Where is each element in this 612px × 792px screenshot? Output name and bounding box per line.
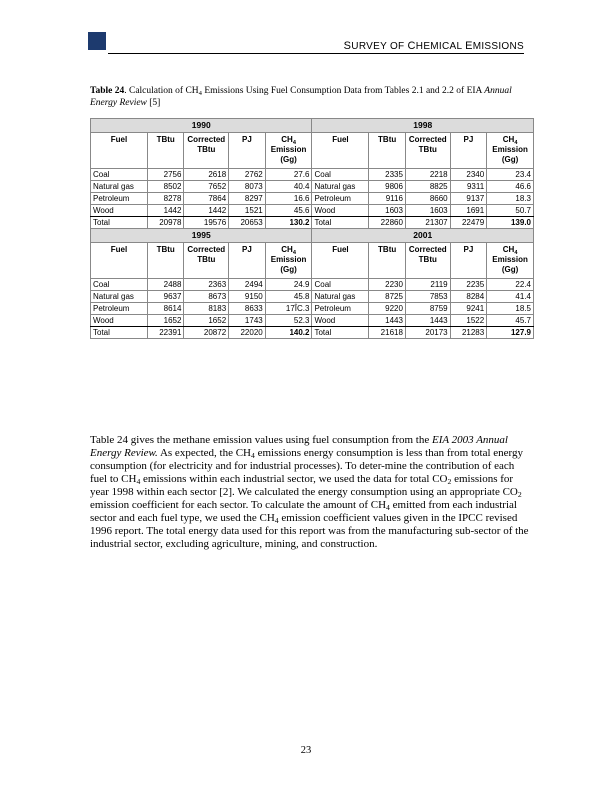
table-row (91, 303, 534, 315)
col-header-fuel: Fuel (91, 133, 148, 169)
header-logo-square (88, 32, 106, 50)
value-cell: 2340 (450, 169, 487, 181)
table-caption: Table 24. Calculation of $CH_4$ Emissions Using Fuel Consumption Data from Tables 2.1 and 2.2 of EIA Annual Energy Review [5] (90, 86, 512, 108)
value-cell: 41.4 (487, 291, 534, 303)
value-cell: 2756 (147, 169, 184, 181)
value-cell: 140.2 (265, 327, 312, 339)
table-row (91, 193, 534, 205)
value-cell: 21618 (369, 327, 406, 339)
fuel-cell: Natural gas (91, 181, 148, 193)
value-cell: 2618 (184, 169, 229, 181)
fuel-cell: Coal (312, 279, 369, 291)
value-cell: 1652 (147, 315, 184, 327)
table-row (91, 327, 534, 339)
value-cell: 139.0 (487, 217, 534, 229)
emissions-table (90, 118, 534, 339)
value-cell: 20173 (405, 327, 450, 339)
value-cell: 1443 (405, 315, 450, 327)
value-cell: 9311 (450, 181, 487, 193)
value-cell: 2235 (450, 279, 487, 291)
value-cell: 8502 (147, 181, 184, 193)
fuel-cell: Natural gas (312, 181, 369, 193)
value-cell: 23.4 (487, 169, 534, 181)
col-header-corrected-tbtu: Corrected TBtu (405, 243, 450, 279)
value-cell: 7652 (184, 181, 229, 193)
value-cell: 20653 (229, 217, 266, 229)
table-row (91, 217, 534, 229)
year-group-row (91, 229, 534, 243)
table-row (91, 181, 534, 193)
value-cell: 127.9 (487, 327, 534, 339)
col-header-fuel: Fuel (312, 243, 369, 279)
value-cell: 2762 (229, 169, 266, 181)
caption-label: Table 24 (90, 86, 125, 96)
value-cell: 2488 (147, 279, 184, 291)
value-cell: 2218 (405, 169, 450, 181)
col-header-fuel: Fuel (91, 243, 148, 279)
value-cell: 22860 (369, 217, 406, 229)
fuel-cell: Total (91, 217, 148, 229)
value-cell: 16.6 (265, 193, 312, 205)
value-cell: 1691 (450, 205, 487, 217)
col-header-fuel: Fuel (312, 133, 369, 169)
fuel-cell: Petroleum (91, 303, 148, 315)
value-cell: 18.5 (487, 303, 534, 315)
fuel-cell: Petroleum (91, 193, 148, 205)
col-header-ch4-emission: $CH_4$ Emission (Gg) (487, 133, 534, 169)
col-header-pj: PJ (450, 243, 487, 279)
value-cell: 1442 (184, 205, 229, 217)
value-cell: 20978 (147, 217, 184, 229)
fuel-cell: Petroleum (312, 193, 369, 205)
value-cell: 1743 (229, 315, 266, 327)
value-cell: 1443 (369, 315, 406, 327)
value-cell: 1603 (369, 205, 406, 217)
running-header: SURVEY OF CHEMICAL EMISSIONS (343, 40, 524, 52)
value-cell: 50.7 (487, 205, 534, 217)
value-cell: 2335 (369, 169, 406, 181)
col-header-ch4-emission: $CH_4$ Emission (Gg) (265, 243, 312, 279)
value-cell: 21307 (405, 217, 450, 229)
fuel-cell: Total (91, 327, 148, 339)
value-cell: 46.6 (487, 181, 534, 193)
col-header-pj: PJ (229, 133, 266, 169)
col-header-corrected-tbtu: Corrected TBtu (184, 133, 229, 169)
value-cell: 9150 (229, 291, 266, 303)
value-cell: 9637 (147, 291, 184, 303)
value-cell: 45.8 (265, 291, 312, 303)
value-cell: 8660 (405, 193, 450, 205)
value-cell: 9220 (369, 303, 406, 315)
col-header-tbtu: TBtu (369, 243, 406, 279)
emissions-table-wrap (90, 118, 534, 339)
year-header: 1998 (312, 119, 534, 133)
fuel-cell: Natural gas (312, 291, 369, 303)
value-cell: 2494 (229, 279, 266, 291)
value-cell: 9116 (369, 193, 406, 205)
fuel-cell: Wood (91, 315, 148, 327)
value-cell: 9137 (450, 193, 487, 205)
value-cell: 18.3 (487, 193, 534, 205)
page-number: 23 (300, 745, 312, 756)
col-header-ch4-emission: $CH_4$ Emission (Gg) (487, 243, 534, 279)
table-row (91, 169, 534, 181)
table-row (91, 205, 534, 217)
col-header-ch4-emission: $CH_4$ Emission (Gg) (265, 133, 312, 169)
value-cell: 1521 (229, 205, 266, 217)
value-cell: 8073 (229, 181, 266, 193)
body-paragraph: Table 24 gives the methane emission values using fuel consumption from the EIA 2003 Annual Energy Review. As expected, the $CH_4$ emissions energy consumption is less than from total energy consumption (for electricity and for industrial processes). To deter-mine the contribution of each fuel to $CH_4$ emissions within each industrial sector, we used the data for total $CO_2$ emissions for year 1998 within each sector [2]. We calculated the energy consumption using an appropriate $CO_2$ emission coefficient for each sector. To calculate the amount of $CH_4$ emitted from each industrial sector and each fuel type, we used the $CH_4$ emission coefficient values given in the IPCC revised 1996 report. The total energy data used for this report was from the manufacturing sub-sector of the industrial sector, excluding agriculture, mining, and construction. (90, 434, 529, 550)
value-cell: 8633 (229, 303, 266, 315)
value-cell: 8183 (184, 303, 229, 315)
value-cell: 45.7 (487, 315, 534, 327)
value-cell: 45.6 (265, 205, 312, 217)
year-header: 1995 (91, 229, 312, 243)
value-cell: 8673 (184, 291, 229, 303)
value-cell: 22479 (450, 217, 487, 229)
value-cell: 1522 (450, 315, 487, 327)
col-header-pj: PJ (229, 243, 266, 279)
value-cell: 20872 (184, 327, 229, 339)
header-rule (108, 53, 524, 54)
value-cell: 8759 (405, 303, 450, 315)
column-header-row (91, 133, 534, 169)
fuel-cell: Wood (312, 315, 369, 327)
fuel-cell: Natural gas (91, 291, 148, 303)
value-cell: 52.3 (265, 315, 312, 327)
value-cell: 2119 (405, 279, 450, 291)
fuel-cell: Petroleum (312, 303, 369, 315)
value-cell: 130.2 (265, 217, 312, 229)
value-cell: 19576 (184, 217, 229, 229)
value-cell: 8297 (229, 193, 266, 205)
fuel-cell: Total (312, 327, 369, 339)
value-cell: 9241 (450, 303, 487, 315)
value-cell: 22.4 (487, 279, 534, 291)
value-cell: 8825 (405, 181, 450, 193)
col-header-tbtu: TBtu (369, 133, 406, 169)
fuel-cell: Coal (91, 279, 148, 291)
fuel-cell: Total (312, 217, 369, 229)
value-cell: 8278 (147, 193, 184, 205)
year-header: 2001 (312, 229, 534, 243)
col-header-corrected-tbtu: Corrected TBtu (184, 243, 229, 279)
table-row (91, 279, 534, 291)
value-cell: 17ÎC.3 (265, 303, 312, 315)
col-header-corrected-tbtu: Corrected TBtu (405, 133, 450, 169)
value-cell: 24.9 (265, 279, 312, 291)
value-cell: 1442 (147, 205, 184, 217)
col-header-tbtu: TBtu (147, 133, 184, 169)
fuel-cell: Wood (91, 205, 148, 217)
table-row (91, 291, 534, 303)
value-cell: 22020 (229, 327, 266, 339)
value-cell: 1603 (405, 205, 450, 217)
year-group-row (91, 119, 534, 133)
value-cell: 2230 (369, 279, 406, 291)
value-cell: 8614 (147, 303, 184, 315)
table-row (91, 315, 534, 327)
value-cell: 40.4 (265, 181, 312, 193)
value-cell: 7853 (405, 291, 450, 303)
value-cell: 8725 (369, 291, 406, 303)
year-header: 1990 (91, 119, 312, 133)
value-cell: 1652 (184, 315, 229, 327)
column-header-row (91, 243, 534, 279)
col-header-tbtu: TBtu (147, 243, 184, 279)
value-cell: 21283 (450, 327, 487, 339)
value-cell: 2363 (184, 279, 229, 291)
value-cell: 9806 (369, 181, 406, 193)
value-cell: 27.6 (265, 169, 312, 181)
col-header-pj: PJ (450, 133, 487, 169)
fuel-cell: Wood (312, 205, 369, 217)
fuel-cell: Coal (91, 169, 148, 181)
value-cell: 22391 (147, 327, 184, 339)
value-cell: 8284 (450, 291, 487, 303)
value-cell: 7864 (184, 193, 229, 205)
fuel-cell: Coal (312, 169, 369, 181)
